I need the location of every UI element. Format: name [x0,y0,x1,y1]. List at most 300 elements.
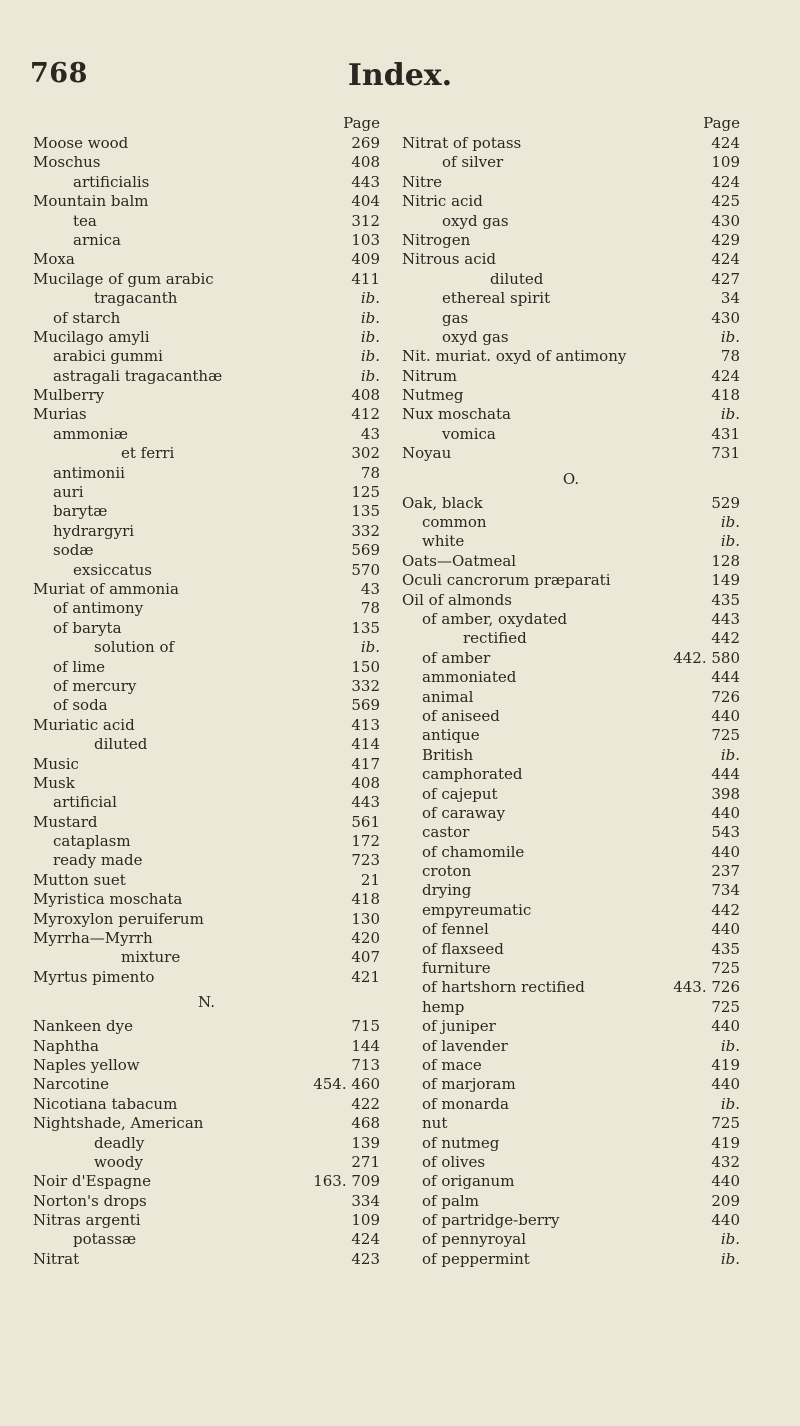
entry-term: of silver [442,153,504,172]
entry-page: ib. [360,366,380,385]
entry-page: 440 [711,1211,740,1230]
index-entry [402,785,740,804]
index-entry [33,890,380,909]
entry-page: 407 [351,948,380,967]
entry-term: Myristica moschata [33,890,183,909]
entry-term: Nitre [402,172,442,191]
entry-term: Naples yellow [33,1055,140,1074]
entry-term: Moschus [33,153,101,172]
entry-page: ib. [360,638,380,657]
page-column-label: Page [703,114,740,132]
index-entry [33,871,380,890]
index-entry [402,881,740,900]
entry-page: 109 [711,153,740,172]
entry-term: diluted [94,735,148,754]
entry-term: ethereal spirit [442,289,551,308]
entry-page: 424 [711,134,740,152]
index-entry [33,638,380,657]
index-entry [33,1075,380,1094]
entry-term: Muriat of ammonia [33,579,179,598]
entry-page: 139 [351,1133,380,1152]
index-entry [33,541,380,560]
index-entry [402,940,740,959]
index-entry [402,270,740,289]
entry-term: auri [53,483,84,502]
entry-term: of olives [422,1152,486,1171]
entry-term: Moxa [33,250,75,269]
entry-page: 312 [351,211,380,230]
entry-page: 443 [351,793,380,812]
entry-page: 421 [351,967,380,986]
index-entry [33,347,380,366]
entry-term: Muriatic acid [33,715,135,734]
index-entry [402,513,740,532]
entry-page: 144 [351,1036,380,1055]
entry-term: arnica [73,230,121,249]
index-entry [33,425,380,444]
index-entry [33,677,380,696]
entry-term: of nutmeg [422,1133,500,1152]
index-entries [33,1017,380,1269]
entry-page: 454. 460 [313,1075,380,1094]
entry-page: 424 [351,1230,380,1249]
index-entry [33,1230,380,1249]
index-entry [33,599,380,618]
index-entry [33,1134,380,1153]
entry-term: hydrargyri [53,521,135,540]
index-entry [402,610,740,629]
entry-term: of juniper [422,1017,496,1036]
index-entry [402,1037,740,1056]
entry-term: Nux moschata [402,405,511,424]
entry-term: of fennel [422,920,489,939]
page-title: Index. [347,58,453,93]
entry-term: Oats—Oatmeal [402,551,517,570]
index-entry [33,1172,380,1191]
entry-term: exsiccatus [73,560,152,579]
entry-term: of aniseed [422,706,500,725]
entry-page: 418 [351,890,380,909]
index-entry [402,649,740,668]
entry-page: ib. [360,347,380,366]
index-entry [33,212,380,231]
entry-term: hemp [422,997,465,1016]
index-entry [402,552,740,571]
entry-term: of starch [53,308,121,327]
index-entry [402,1172,740,1191]
entry-term: Nitrat [33,1249,80,1268]
index-column-left [33,114,380,1269]
entry-term: woody [94,1152,143,1171]
index-entry [33,658,380,677]
index-entry [402,289,740,308]
entry-term: croton [422,862,472,881]
index-entry [402,405,740,424]
entry-page: ib. [720,532,740,551]
entry-page: 431 [711,424,740,443]
index-entry [402,1211,740,1230]
index-entry [33,696,380,715]
entry-page: 423 [351,1249,380,1268]
index-entry [33,755,380,774]
index-entry [33,522,380,541]
index-entry [33,134,380,153]
entry-term: common [422,513,487,532]
entry-term: of monarda [422,1094,509,1113]
entry-term: Norton's drops [33,1191,147,1210]
entry-term: Mulberry [33,386,105,405]
index-entry [402,629,740,648]
entry-term: diluted [490,269,544,288]
index-entry [402,309,740,328]
entry-page: 408 [351,386,380,405]
entry-page: 149 [711,571,740,590]
entry-page: 414 [351,735,380,754]
index-entry [402,901,740,920]
entry-page: 468 [351,1114,380,1133]
index-entry [33,619,380,638]
entry-term: of baryta [53,618,122,637]
index-entry [33,483,380,502]
index-entry [33,832,380,851]
index-entry [402,688,740,707]
index-entry [33,1037,380,1056]
entry-term: animal [422,687,474,706]
index-entry [402,173,740,192]
index-entry [33,367,380,386]
entry-page: 398 [711,784,740,803]
entry-term: of origanum [422,1172,515,1191]
entry-page: 440 [711,920,740,939]
index-entry [33,910,380,929]
entry-page: 726 [711,687,740,706]
entry-page: 543 [711,823,740,842]
index-entry [33,464,380,483]
index-entry [33,502,380,521]
entry-page: ib. [720,1249,740,1268]
entry-page: 440 [711,1172,740,1191]
index-entry [402,804,740,823]
index-entry [402,998,740,1017]
entry-term: Nicotiana tabacum [33,1094,178,1113]
entry-page: 427 [711,269,740,288]
entry-page: 420 [351,929,380,948]
entry-term: of amber, oxydated [422,609,568,628]
entry-term: vomica [442,424,496,443]
entry-page: 21 [360,870,380,889]
entry-page: 725 [711,997,740,1016]
entry-page: 435 [711,939,740,958]
entry-page: 715 [351,1017,380,1036]
entry-page: 725 [711,726,740,745]
entry-page: ib. [720,513,740,532]
index-entry [402,746,740,765]
index-entry [33,774,380,793]
entry-term: Musk [33,773,75,792]
entry-term: Nitrat of potass [402,134,522,152]
entry-page: ib. [720,1094,740,1113]
entry-page: ib. [720,745,740,764]
entry-term: white [422,532,465,551]
entry-term: camphorated [422,765,523,784]
entry-page: 440 [711,1017,740,1036]
entry-term: of pennyroyal [422,1230,527,1249]
entry-page: 435 [711,590,740,609]
entry-term: of caraway [422,803,506,822]
entry-term: of soda [53,696,108,715]
entry-term: of peppermint [422,1249,530,1268]
entry-page: 731 [711,444,740,463]
entry-page: 332 [351,676,380,695]
entry-page: 34 [720,289,740,308]
index-entry [402,1250,740,1269]
entry-page: 422 [351,1094,380,1113]
entry-term: Mutton suet [33,870,126,889]
index-entry [402,532,740,551]
entry-term: sodæ [53,541,94,560]
entry-page: ib. [720,1036,740,1055]
index-entry [33,386,380,405]
entry-page: 424 [711,172,740,191]
entry-page: 125 [351,483,380,502]
entry-page: 569 [351,541,380,560]
entry-page: 425 [711,192,740,211]
entry-page: ib. [360,308,380,327]
entry-page: 78 [720,347,740,366]
entry-page: 442 [711,900,740,919]
index-entry [402,1114,740,1133]
entry-term: furniture [422,959,491,978]
entry-page: 424 [711,366,740,385]
entry-page: 725 [711,1114,740,1133]
index-entry [33,1095,380,1114]
index-entry [33,231,380,250]
entry-term: Nitrous acid [402,250,497,269]
index-entry [33,1250,380,1269]
entry-term: antimonii [53,463,125,482]
index-entry [33,929,380,948]
entry-term: mixture [121,948,181,967]
entry-term: Moose wood [33,134,129,152]
entry-term: Myroxylon peruiferum [33,909,204,928]
entry-page: 209 [711,1191,740,1210]
index-entry [402,591,740,610]
entry-page: 237 [711,862,740,881]
index-entry [402,959,740,978]
entry-term: Mustard [33,812,98,831]
entry-page: 444 [711,765,740,784]
index-entry [402,571,740,590]
entry-page: 430 [711,211,740,230]
entry-term: of marjoram [422,1075,516,1094]
index-entry [402,231,740,250]
entry-term: of mercury [53,676,137,695]
index-entry [402,1017,740,1036]
entry-term: tea [73,211,97,230]
index-entry [402,153,740,172]
entry-term: Narcotine [33,1075,110,1094]
entry-term: Nankeen dye [33,1017,133,1036]
entry-term: Oak, black [402,493,483,512]
entry-term: ammoniæ [53,424,128,443]
entry-page: 569 [351,696,380,715]
entry-term: artificialis [73,172,150,191]
index-entry [402,843,740,862]
index-entry [402,668,740,687]
entry-page: 302 [351,444,380,463]
index-entry [33,735,380,754]
entry-page: 109 [351,1211,380,1230]
entry-term: Nightshade, American [33,1114,204,1133]
entry-term: Mucilage of gum arabic [33,269,214,288]
entry-page: ib. [360,289,380,308]
entry-term: Murias [33,405,87,424]
entry-page: 529 [711,493,740,512]
index-entry [33,405,380,424]
entry-term: of chamomile [422,842,525,861]
entry-term: Nitric acid [402,192,483,211]
entry-term: solution of [94,638,175,657]
entry-term: arabici gummi [53,347,163,366]
index-entry [33,968,380,987]
entry-page: 440 [711,1075,740,1094]
entry-term: castor [422,823,470,842]
entry-page: 135 [351,618,380,637]
entry-page: 409 [351,250,380,269]
page-number: 768 [30,58,88,89]
entry-page: 570 [351,560,380,579]
entry-term: astragali tragacanthæ [53,366,223,385]
index-entry [402,920,740,939]
entry-term: potassæ [73,1230,137,1249]
index-entry [402,707,740,726]
entry-term: empyreumatic [422,900,532,919]
index-column-right [402,114,740,1269]
entry-page: 130 [351,909,380,928]
index-entry [33,851,380,870]
entry-term: of amber [422,648,491,667]
entry-page: ib. [720,327,740,346]
entry-term: cataplasm [53,832,131,851]
index-entry [402,726,740,745]
entry-page: ib. [720,405,740,424]
index-entries [33,134,380,987]
entry-page: 150 [351,657,380,676]
entry-page: 443. 726 [673,978,740,997]
index-entry [402,134,740,153]
index-entry [402,386,740,405]
entry-page: 442 [711,629,740,648]
entry-page: 172 [351,832,380,851]
index-entry [402,347,740,366]
index-entry [402,862,740,881]
entry-page: 163. 709 [313,1172,380,1191]
index-entry [402,250,740,269]
entry-term: Nit. muriat. oxyd of antimony [402,347,627,366]
index-entry [33,328,380,347]
index-entry [33,716,380,735]
entry-term: ammoniated [422,668,517,687]
entry-term: of mace [422,1055,482,1074]
index-entry [402,494,740,513]
entry-page: 413 [351,715,380,734]
index-entry [33,580,380,599]
entry-term: of lavender [422,1036,508,1055]
entry-page: 128 [711,551,740,570]
index-entry [33,309,380,328]
entry-page: 271 [351,1152,380,1171]
entry-term: rectified [463,629,527,648]
section-letter-n: N. [198,993,215,1012]
index-entry [33,444,380,463]
entry-page: 424 [711,250,740,269]
entry-page: 417 [351,754,380,773]
entry-page: 411 [351,269,380,288]
entry-term: Mucilago amyli [33,327,150,346]
entry-page: 334 [351,1191,380,1210]
entry-page: 440 [711,706,740,725]
index-entry [33,289,380,308]
page-column-label: Page [343,114,380,132]
entry-term: ready made [53,851,143,870]
entry-term: British [422,745,474,764]
index-entry [33,270,380,289]
entry-term: Noir d'Espagne [33,1172,151,1191]
entry-term: artificial [53,793,117,812]
index-entry [33,1211,380,1230]
entry-term: oxyd gas [442,327,509,346]
index-entry [33,1114,380,1133]
index-entry [402,1153,740,1172]
index-entry [402,367,740,386]
index-entry [33,173,380,192]
entry-page: 332 [351,521,380,540]
entry-page: 440 [711,803,740,822]
index-entry [402,1075,740,1094]
index-entry [33,250,380,269]
index-entry [33,1056,380,1075]
index-entry [33,793,380,812]
index-entry [402,765,740,784]
entry-term: Oculi cancrorum præparati [402,571,611,590]
index-entry [402,1192,740,1211]
entry-page: 444 [711,668,740,687]
entry-page: 430 [711,308,740,327]
entry-page: 419 [711,1055,740,1074]
entry-term: of antimony [53,599,144,618]
index-entry [402,192,740,211]
entry-page: 443 [711,609,740,628]
entry-term: of hartshorn rectified [422,978,585,997]
entry-page: 408 [351,773,380,792]
section-letter-o: O. [562,469,580,488]
entry-page: 443 [351,172,380,191]
entry-page: 429 [711,230,740,249]
entry-term: nut [422,1114,448,1133]
entry-term: of flaxseed [422,939,504,958]
entry-page: ib. [360,327,380,346]
index-entry [33,813,380,832]
entry-term: tragacanth [94,289,178,308]
entry-term: Music [33,754,79,773]
index-entry [402,978,740,997]
entry-page: 269 [351,134,380,152]
entry-term: antique [422,726,480,745]
index-entry [33,1017,380,1036]
entry-term: Myrtus pimento [33,967,155,986]
index-entry [402,1230,740,1249]
entry-page: 418 [711,386,740,405]
